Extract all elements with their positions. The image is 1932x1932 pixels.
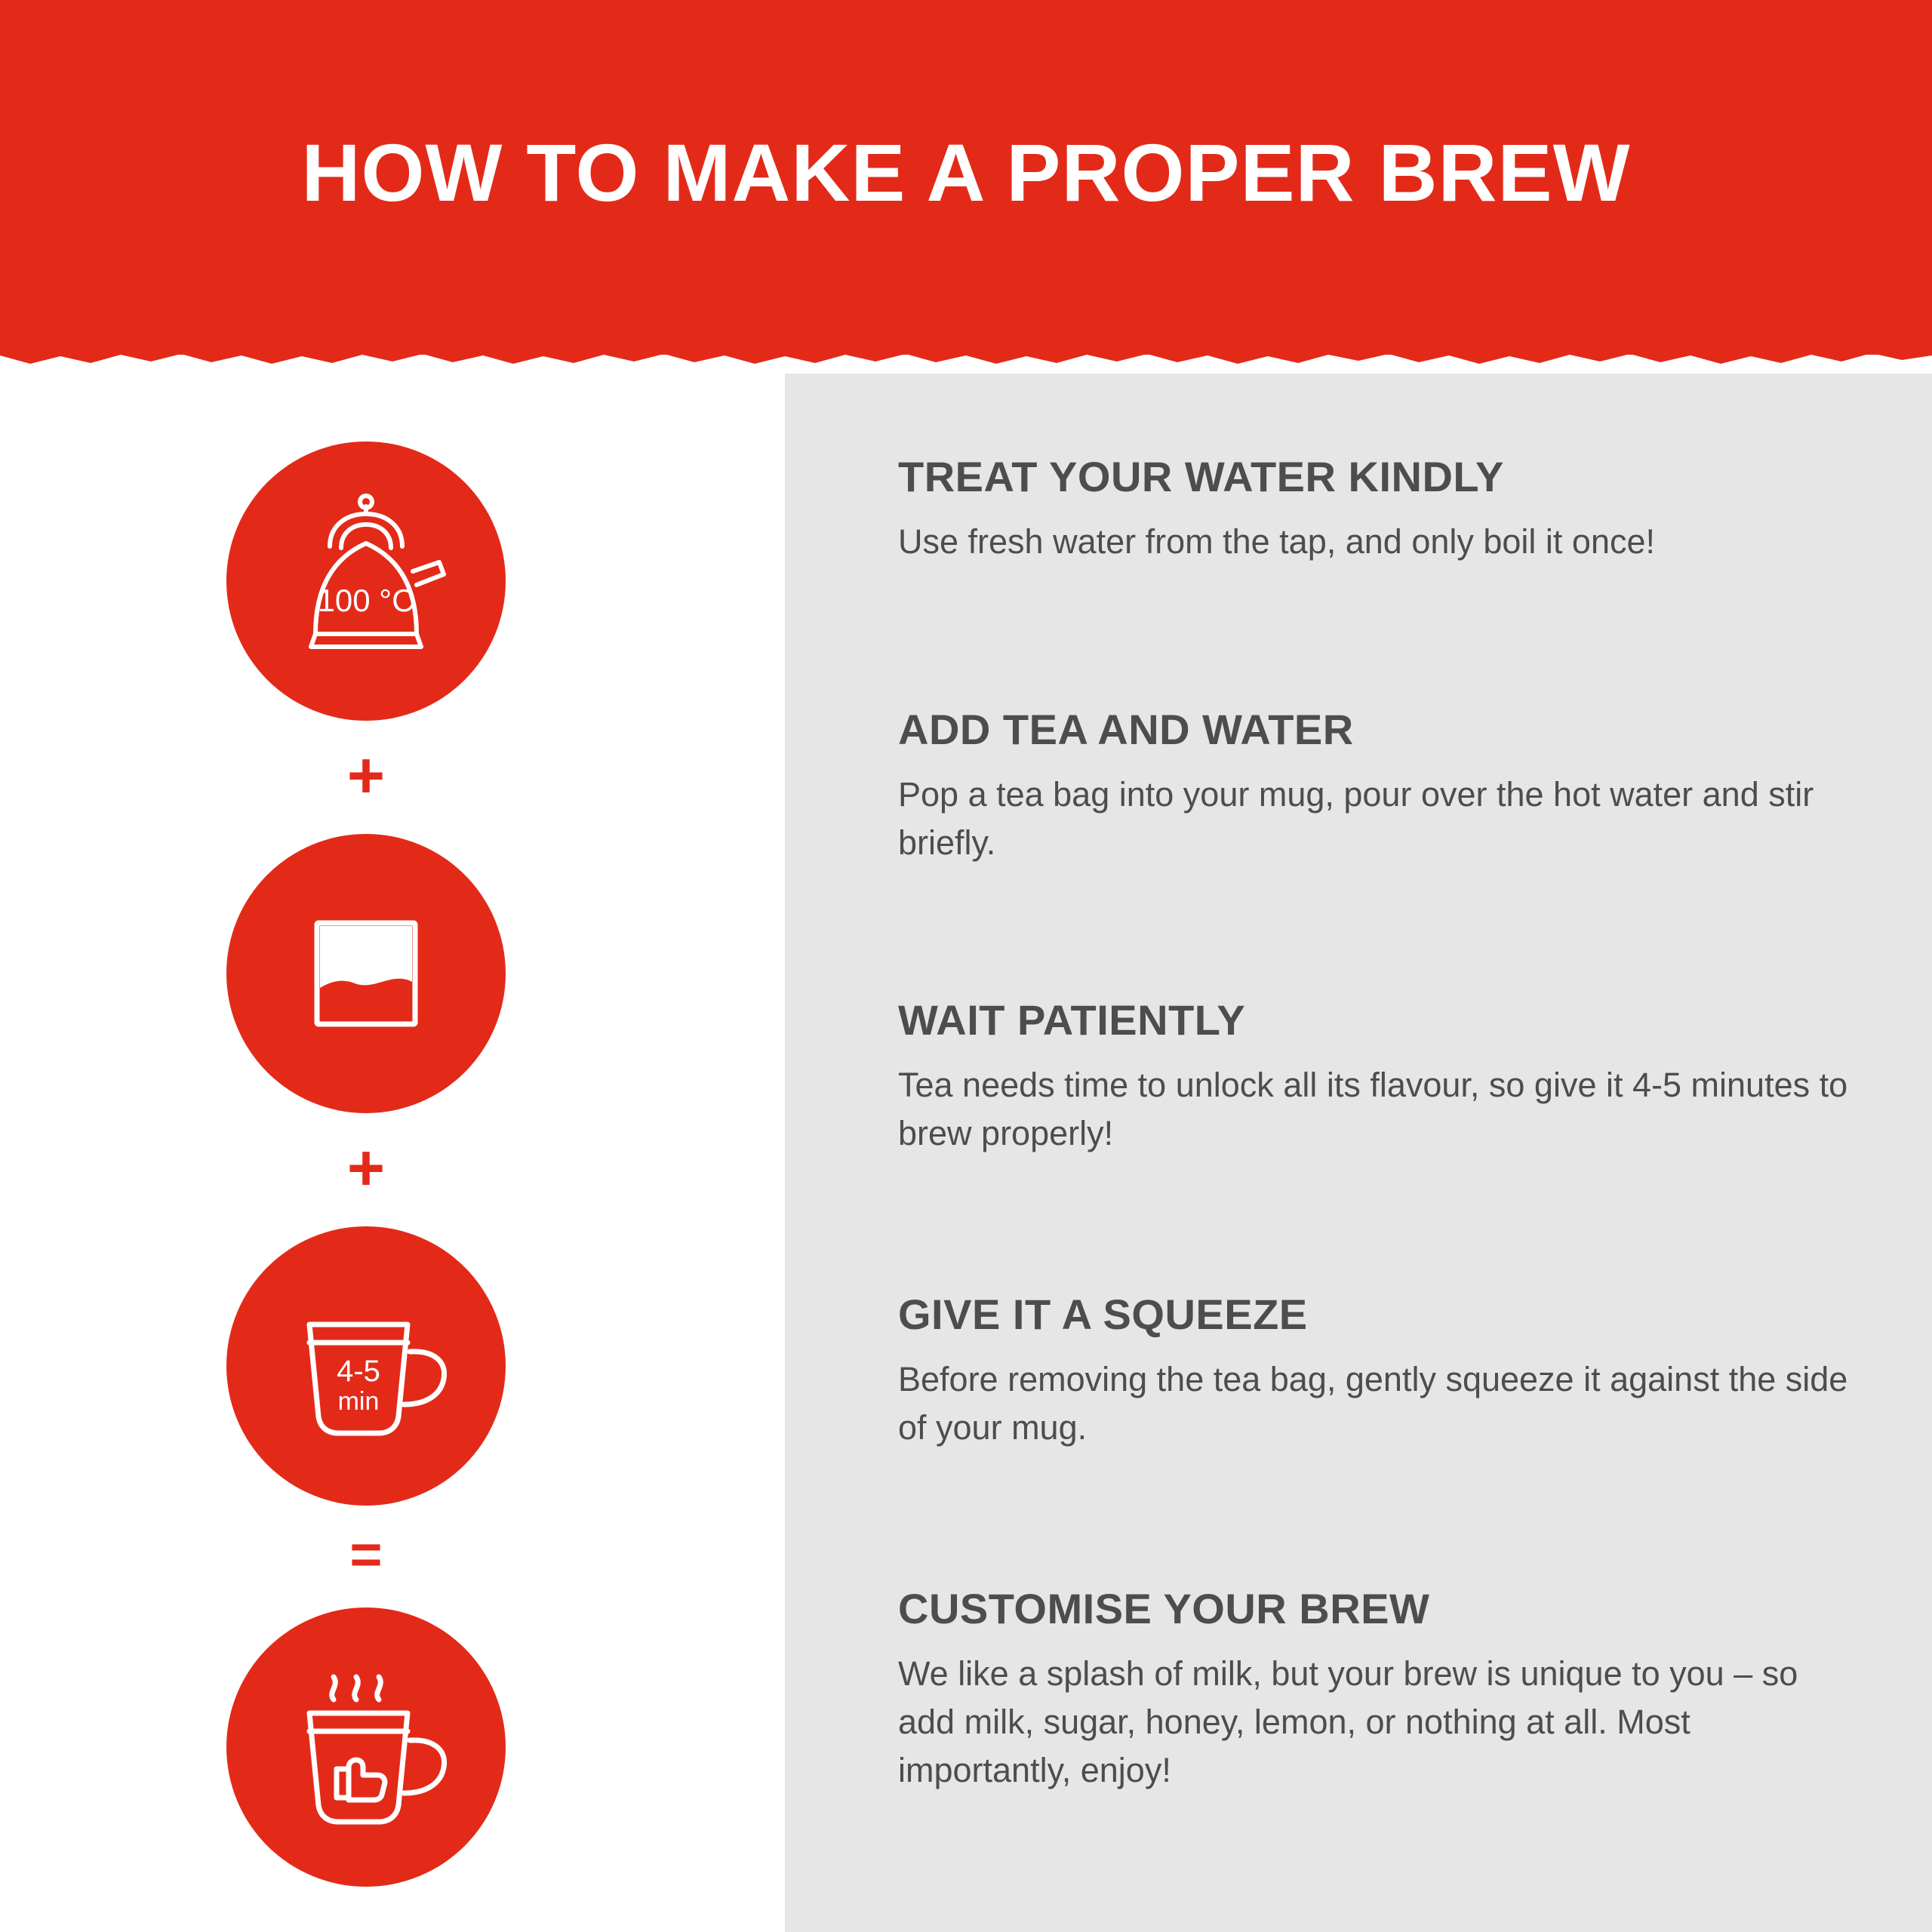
step-title: GIVE IT A SQUEEZE (898, 1291, 1308, 1338)
step-item (898, 706, 1849, 867)
svg-text:min: min (337, 1387, 380, 1416)
step-title: TREAT YOUR WATER KINDLY (898, 453, 1504, 500)
svg-text:4-5: 4-5 (337, 1355, 380, 1388)
mug-timer-icon (226, 1226, 506, 1506)
icon-column (0, 374, 785, 1932)
tea-bag-icon (226, 834, 506, 1113)
kettle-icon (226, 441, 506, 721)
step-title: CUSTOMISE YOUR BREW (898, 1585, 1430, 1632)
operator-plus-1: + (346, 740, 386, 812)
mug-thumbs-up-icon (226, 1607, 506, 1887)
step-item (898, 1585, 1849, 1795)
step-body: Pop a tea bag into your mug, pour over the hot water and stir briefly. (898, 775, 1814, 863)
operator-equals: = (349, 1523, 383, 1586)
step-item (898, 1291, 1849, 1452)
step-title: WAIT PATIENTLY (898, 996, 1246, 1044)
step-title: ADD TEA AND WATER (898, 706, 1354, 753)
step-body: Use fresh water from the tap, and only boil it once! (898, 522, 1656, 561)
icon-stack (0, 374, 785, 1932)
header-banner (0, 0, 1932, 355)
torn-edge-divider (0, 343, 1932, 374)
page-title: HOW TO MAKE A PROPER BREW (301, 127, 1631, 218)
step-item (898, 996, 1849, 1158)
steps-list (785, 374, 1932, 1932)
step-body: We like a splash of milk, but your brew is unique to you – so add milk, sugar, honey, lemon, or nothing at all. Most importantly, enjoy! (898, 1654, 1798, 1790)
step-item (898, 453, 1849, 566)
operator-plus-2: + (346, 1132, 386, 1204)
steps-panel (785, 374, 1932, 1932)
step-body: Tea needs time to unlock all its flavour, so give it 4-5 minutes to brew properly! (898, 1066, 1848, 1153)
svg-text:100 °C: 100 °C (317, 583, 415, 618)
step-body: Before removing the tea bag, gently squeeze it against the side of your mug. (898, 1360, 1848, 1447)
